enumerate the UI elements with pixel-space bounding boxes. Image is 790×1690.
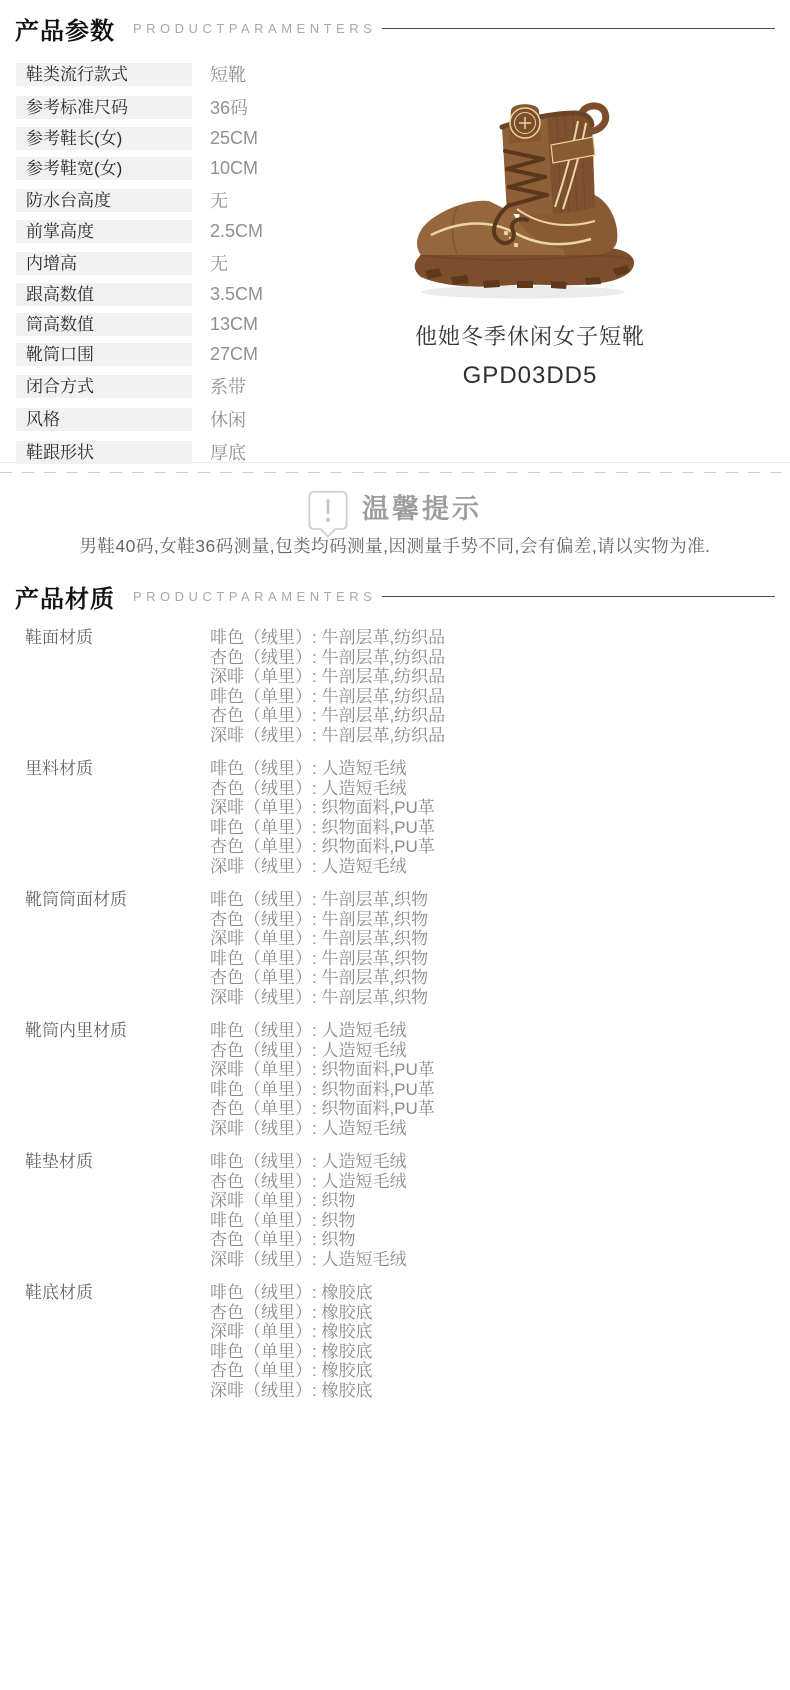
- material-group-shaft-lining: [25, 1021, 790, 1138]
- material-line: 深啡（单里）: 牛剖层革,纺织品: [210, 667, 446, 686]
- material-line: 啡色（单里）: 牛剖层革,纺织品: [210, 686, 446, 706]
- param-label: 参考鞋宽(女): [16, 157, 192, 180]
- warm-tips-block: [0, 479, 790, 558]
- material-label: 鞋底材质: [25, 1283, 93, 1302]
- material-line: 啡色（绒里）: 人造短毛绒: [210, 759, 407, 778]
- material-lines: [210, 1283, 372, 1400]
- material-line: 深啡（单里）: 织物面料,PU革: [210, 798, 435, 817]
- param-value: 系带: [210, 377, 246, 397]
- param-value: 13CM: [210, 314, 259, 334]
- param-value: 无: [210, 191, 228, 211]
- warm-tips-header: [0, 479, 790, 531]
- table-row: [16, 220, 380, 243]
- material-line: 深啡（绒里）: 人造短毛绒: [210, 856, 407, 876]
- param-label: 前掌高度: [16, 220, 192, 243]
- material-line: 杏色（绒里）: 牛剖层革,纺织品: [210, 647, 446, 667]
- table-row: [16, 406, 380, 432]
- material-lines: [210, 759, 435, 876]
- material-line: 深啡（绒里）: 牛剖层革,织物: [210, 987, 429, 1007]
- param-value: 无: [210, 254, 228, 274]
- material-group-insole: [25, 1152, 790, 1269]
- material-group-outsole: [25, 1283, 790, 1400]
- material-line: 啡色（单里）: 橡胶底: [210, 1341, 373, 1361]
- material-line: 杏色（单里）: 牛剖层革,织物: [210, 968, 429, 987]
- material-lines: [210, 890, 428, 1007]
- material-line: 啡色（绒里）: 人造短毛绒: [210, 1021, 407, 1040]
- param-value: 厚底: [210, 443, 246, 463]
- param-label: 风格: [16, 408, 192, 431]
- param-value: 休闲: [210, 410, 246, 430]
- material-lines: [210, 628, 445, 745]
- warm-tips-text: 男鞋40码,女鞋36码测量,包类均码测量,因测量手势不同,会有偏差,请以实物为准.: [79, 536, 711, 556]
- material-group-upper: [25, 628, 790, 745]
- param-label: 靴筒口围: [16, 343, 192, 366]
- param-label: 内增高: [16, 252, 192, 275]
- table-row: [16, 343, 380, 366]
- params-and-product-area: [0, 61, 790, 472]
- product-name: 他她冬季休闲女子短靴: [414, 324, 645, 349]
- table-row: [16, 313, 380, 336]
- table-row: [16, 439, 380, 465]
- table-row: [16, 187, 380, 213]
- param-value: 36码: [210, 98, 249, 118]
- material-line: 杏色（绒里）: 人造短毛绒: [210, 1040, 407, 1060]
- product-showcase: [380, 61, 680, 472]
- header-rule-line: [382, 28, 775, 29]
- material-label: 里料材质: [25, 759, 93, 778]
- param-label: 防水台高度: [16, 189, 192, 212]
- material-line: 啡色（单里）: 织物面料,PU革: [210, 1079, 435, 1099]
- material-line: 深啡（单里）: 织物: [210, 1191, 356, 1210]
- material-line: 啡色（绒里）: 牛剖层革,纺织品: [210, 628, 446, 647]
- param-label: 跟高数值: [16, 283, 192, 306]
- param-label: 闭合方式: [16, 375, 192, 398]
- material-line: 深啡（单里）: 织物面料,PU革: [210, 1060, 435, 1079]
- material-line: 杏色（单里）: 织物面料,PU革: [210, 1099, 435, 1118]
- param-label: 参考标准尺码: [16, 96, 192, 119]
- material-line: 杏色（绒里）: 橡胶底: [210, 1302, 373, 1322]
- material-label: 鞋垫材质: [25, 1152, 93, 1171]
- materials-section-header: [0, 568, 790, 612]
- table-row: [16, 283, 380, 306]
- material-line: 杏色（单里）: 织物: [210, 1230, 356, 1249]
- table-row: [16, 157, 380, 180]
- boot-product-image: [405, 89, 655, 304]
- table-row: [16, 61, 380, 87]
- material-line: 深啡（单里）: 牛剖层革,织物: [210, 929, 429, 948]
- param-value: 短靴: [210, 65, 246, 85]
- material-label: 鞋面材质: [25, 628, 93, 647]
- table-row: [16, 127, 380, 150]
- material-label: 靴筒内里材质: [25, 1021, 127, 1040]
- material-line: 杏色（单里）: 织物面料,PU革: [210, 837, 435, 856]
- material-label: 靴筒筒面材质: [25, 890, 127, 909]
- material-line: 深啡（绒里）: 人造短毛绒: [210, 1118, 407, 1138]
- param-value: 3.5CM: [210, 284, 264, 304]
- materials-list: [0, 628, 790, 1400]
- param-label: 参考鞋长(女): [16, 127, 192, 150]
- material-line: 深啡（绒里）: 人造短毛绒: [210, 1249, 407, 1269]
- dashed-divider: [0, 472, 790, 473]
- table-row: [16, 373, 380, 399]
- param-table: [0, 61, 380, 472]
- param-value: 25CM: [210, 128, 259, 148]
- material-line: 啡色（单里）: 牛剖层革,织物: [210, 948, 429, 968]
- param-value: 10CM: [210, 158, 259, 178]
- header-rule-line: [382, 596, 775, 597]
- material-lines: [210, 1021, 435, 1138]
- material-line: 杏色（单里）: 牛剖层革,纺织品: [210, 706, 446, 725]
- param-value: 2.5CM: [210, 221, 264, 241]
- material-line: 杏色（单里）: 橡胶底: [210, 1361, 373, 1380]
- material-line: 深啡（绒里）: 橡胶底: [210, 1380, 373, 1400]
- params-section-title: 产品参数: [15, 17, 115, 45]
- warm-tips-title: 温馨提示: [362, 494, 482, 524]
- materials-section-title: 产品材质: [15, 585, 115, 613]
- param-label: 鞋跟形状: [16, 441, 192, 464]
- material-line: 啡色（单里）: 织物面料,PU革: [210, 817, 435, 837]
- material-line: 深啡（单里）: 橡胶底: [210, 1322, 373, 1341]
- material-line: 杏色（绒里）: 人造短毛绒: [210, 778, 407, 798]
- material-line: 深啡（绒里）: 牛剖层革,纺织品: [210, 725, 446, 745]
- material-line: 啡色（绒里）: 人造短毛绒: [210, 1152, 407, 1171]
- material-line: 杏色（绒里）: 人造短毛绒: [210, 1171, 407, 1191]
- params-section-header: [0, 0, 790, 44]
- material-line: 啡色（绒里）: 牛剖层革,织物: [210, 890, 429, 909]
- product-model-number: GPD03DD5: [462, 362, 598, 389]
- material-lines: [210, 1152, 406, 1269]
- param-value: 27CM: [210, 344, 259, 364]
- material-group-lining: [25, 759, 790, 876]
- material-group-shaft-surface: [25, 890, 790, 1007]
- material-line: 杏色（绒里）: 牛剖层革,织物: [210, 909, 429, 929]
- material-line: 啡色（绒里）: 橡胶底: [210, 1283, 373, 1302]
- exclamation-bubble-icon: [308, 489, 348, 539]
- table-row: [16, 94, 380, 120]
- params-section-subtitle: PRODUCTPARAMENTERS: [133, 20, 377, 36]
- param-label: 鞋类流行款式: [16, 63, 192, 86]
- material-line: 啡色（单里）: 织物: [210, 1210, 356, 1230]
- table-row: [16, 250, 380, 276]
- param-label: 筒高数值: [16, 313, 192, 336]
- materials-section-subtitle: PRODUCTPARAMENTERS: [133, 588, 377, 604]
